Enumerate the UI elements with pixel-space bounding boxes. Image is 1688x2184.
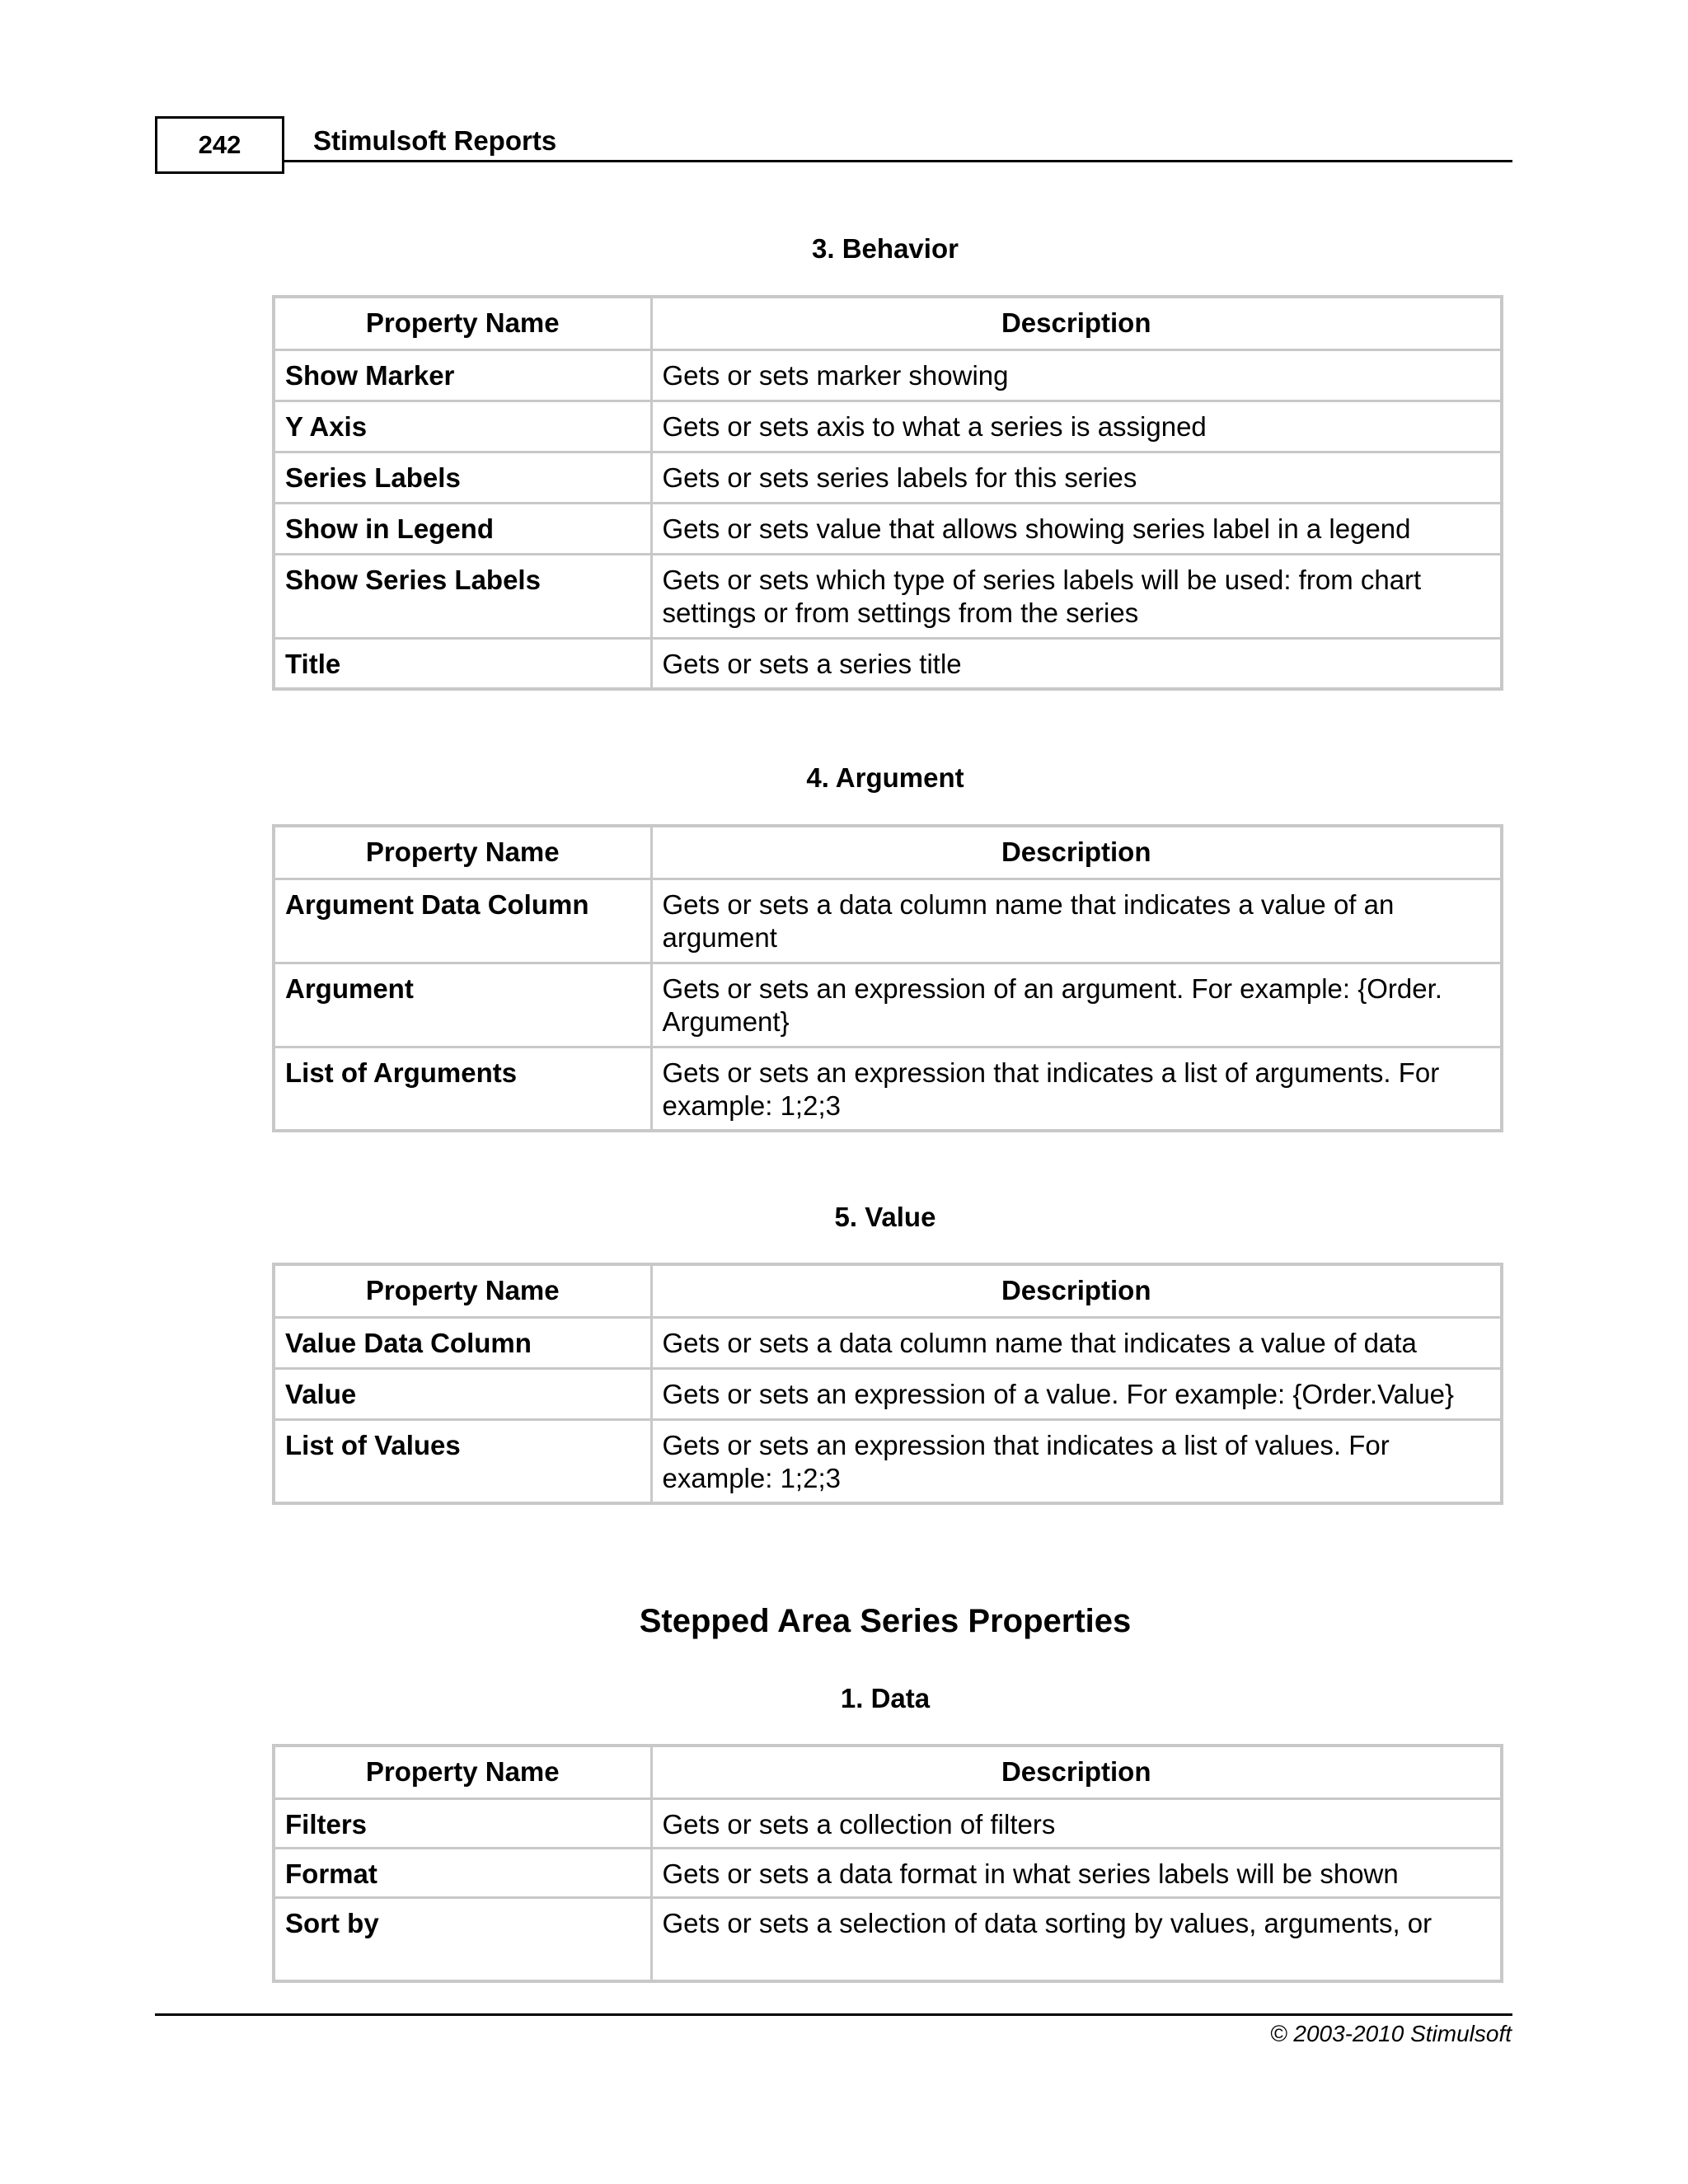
table-row <box>274 963 1502 1047</box>
value-table <box>272 1263 1503 1505</box>
property-description: Gets or sets a collection of filters <box>651 1798 1502 1848</box>
property-name: Series Labels <box>274 452 651 503</box>
behavior-heading: 3. Behavior <box>812 233 959 264</box>
footer-divider <box>155 2013 1512 2016</box>
table-row <box>274 349 1502 401</box>
copyright-notice: © 2003-2010 Stimulsoft <box>1269 2021 1512 2046</box>
column-header-description: Description <box>651 1264 1502 1317</box>
property-name: Argument Data Column <box>274 879 651 963</box>
table-row <box>274 1368 1502 1419</box>
property-name: List of Values <box>274 1419 651 1503</box>
table-row <box>274 1897 1502 1981</box>
property-name: List of Arguments <box>274 1047 651 1131</box>
property-name: Argument <box>274 963 651 1047</box>
column-header-description: Description <box>651 826 1502 879</box>
table-header-row <box>274 1746 1502 1798</box>
property-name: Format <box>274 1848 651 1897</box>
page-number: 242 <box>155 116 284 174</box>
table-row <box>274 503 1502 554</box>
property-description: Gets or sets an expression of an argument. For example: {Order. Argument} <box>651 963 1502 1047</box>
header-divider <box>284 160 1512 162</box>
property-description: Gets or sets an expression that indicates a list of arguments. For example: 1;2;3 <box>651 1047 1502 1131</box>
behavior-table <box>272 295 1503 691</box>
property-description: Gets or sets a data format in what series labels will be shown <box>651 1848 1502 1897</box>
property-description: Gets or sets series labels for this series <box>651 452 1502 503</box>
property-description: Gets or sets a data column name that indicates a value of data <box>651 1317 1502 1368</box>
argument-table <box>272 824 1503 1132</box>
page-header <box>0 0 1688 190</box>
table-row <box>274 401 1502 452</box>
table-row <box>274 1848 1502 1897</box>
column-header-name: Property Name <box>274 1746 651 1798</box>
property-description: Gets or sets marker showing <box>651 349 1502 401</box>
property-name: Y Axis <box>274 401 651 452</box>
table-row <box>274 452 1502 503</box>
property-description: Gets or sets an expression of a value. For example: {Order.Value} <box>651 1368 1502 1419</box>
table-row <box>274 1047 1502 1131</box>
value-heading: 5. Value <box>834 1202 936 1232</box>
property-name: Value Data Column <box>274 1317 651 1368</box>
column-header-name: Property Name <box>274 826 651 879</box>
table-row <box>274 1419 1502 1503</box>
document-title: Stimulsoft Reports <box>313 125 557 156</box>
data-table <box>272 1744 1503 1983</box>
property-name: Title <box>274 638 651 689</box>
argument-heading: 4. Argument <box>806 762 964 793</box>
property-name: Sort by <box>274 1897 651 1981</box>
property-name: Show in Legend <box>274 503 651 554</box>
table-row <box>274 554 1502 638</box>
property-description: Gets or sets which type of series labels will be used: from chart settings or from settings from the series <box>651 554 1502 638</box>
column-header-description: Description <box>651 1746 1502 1798</box>
column-header-name: Property Name <box>274 1264 651 1317</box>
property-name: Show Marker <box>274 349 651 401</box>
data-heading: 1. Data <box>840 1683 931 1713</box>
table-header-row <box>274 826 1502 879</box>
property-description: Gets or sets an expression that indicates a list of values. For example: 1;2;3 <box>651 1419 1502 1503</box>
table-header-row <box>274 297 1502 349</box>
table-row <box>274 1798 1502 1848</box>
stepped-area-heading: Stepped Area Series Properties <box>639 1603 1132 1639</box>
table-row <box>274 638 1502 689</box>
property-description: Gets or sets axis to what a series is assigned <box>651 401 1502 452</box>
column-header-description: Description <box>651 297 1502 349</box>
table-row <box>274 1317 1502 1368</box>
property-description: Gets or sets a data column name that indicates a value of an argument <box>651 879 1502 963</box>
property-description: Gets or sets a series title <box>651 638 1502 689</box>
table-header-row <box>274 1264 1502 1317</box>
table-row <box>274 879 1502 963</box>
property-name: Value <box>274 1368 651 1419</box>
column-header-name: Property Name <box>274 297 651 349</box>
property-description: Gets or sets value that allows showing series label in a legend <box>651 503 1502 554</box>
property-name: Show Series Labels <box>274 554 651 638</box>
property-name: Filters <box>274 1798 651 1848</box>
property-description: Gets or sets a selection of data sorting by values, arguments, or <box>651 1897 1502 1981</box>
